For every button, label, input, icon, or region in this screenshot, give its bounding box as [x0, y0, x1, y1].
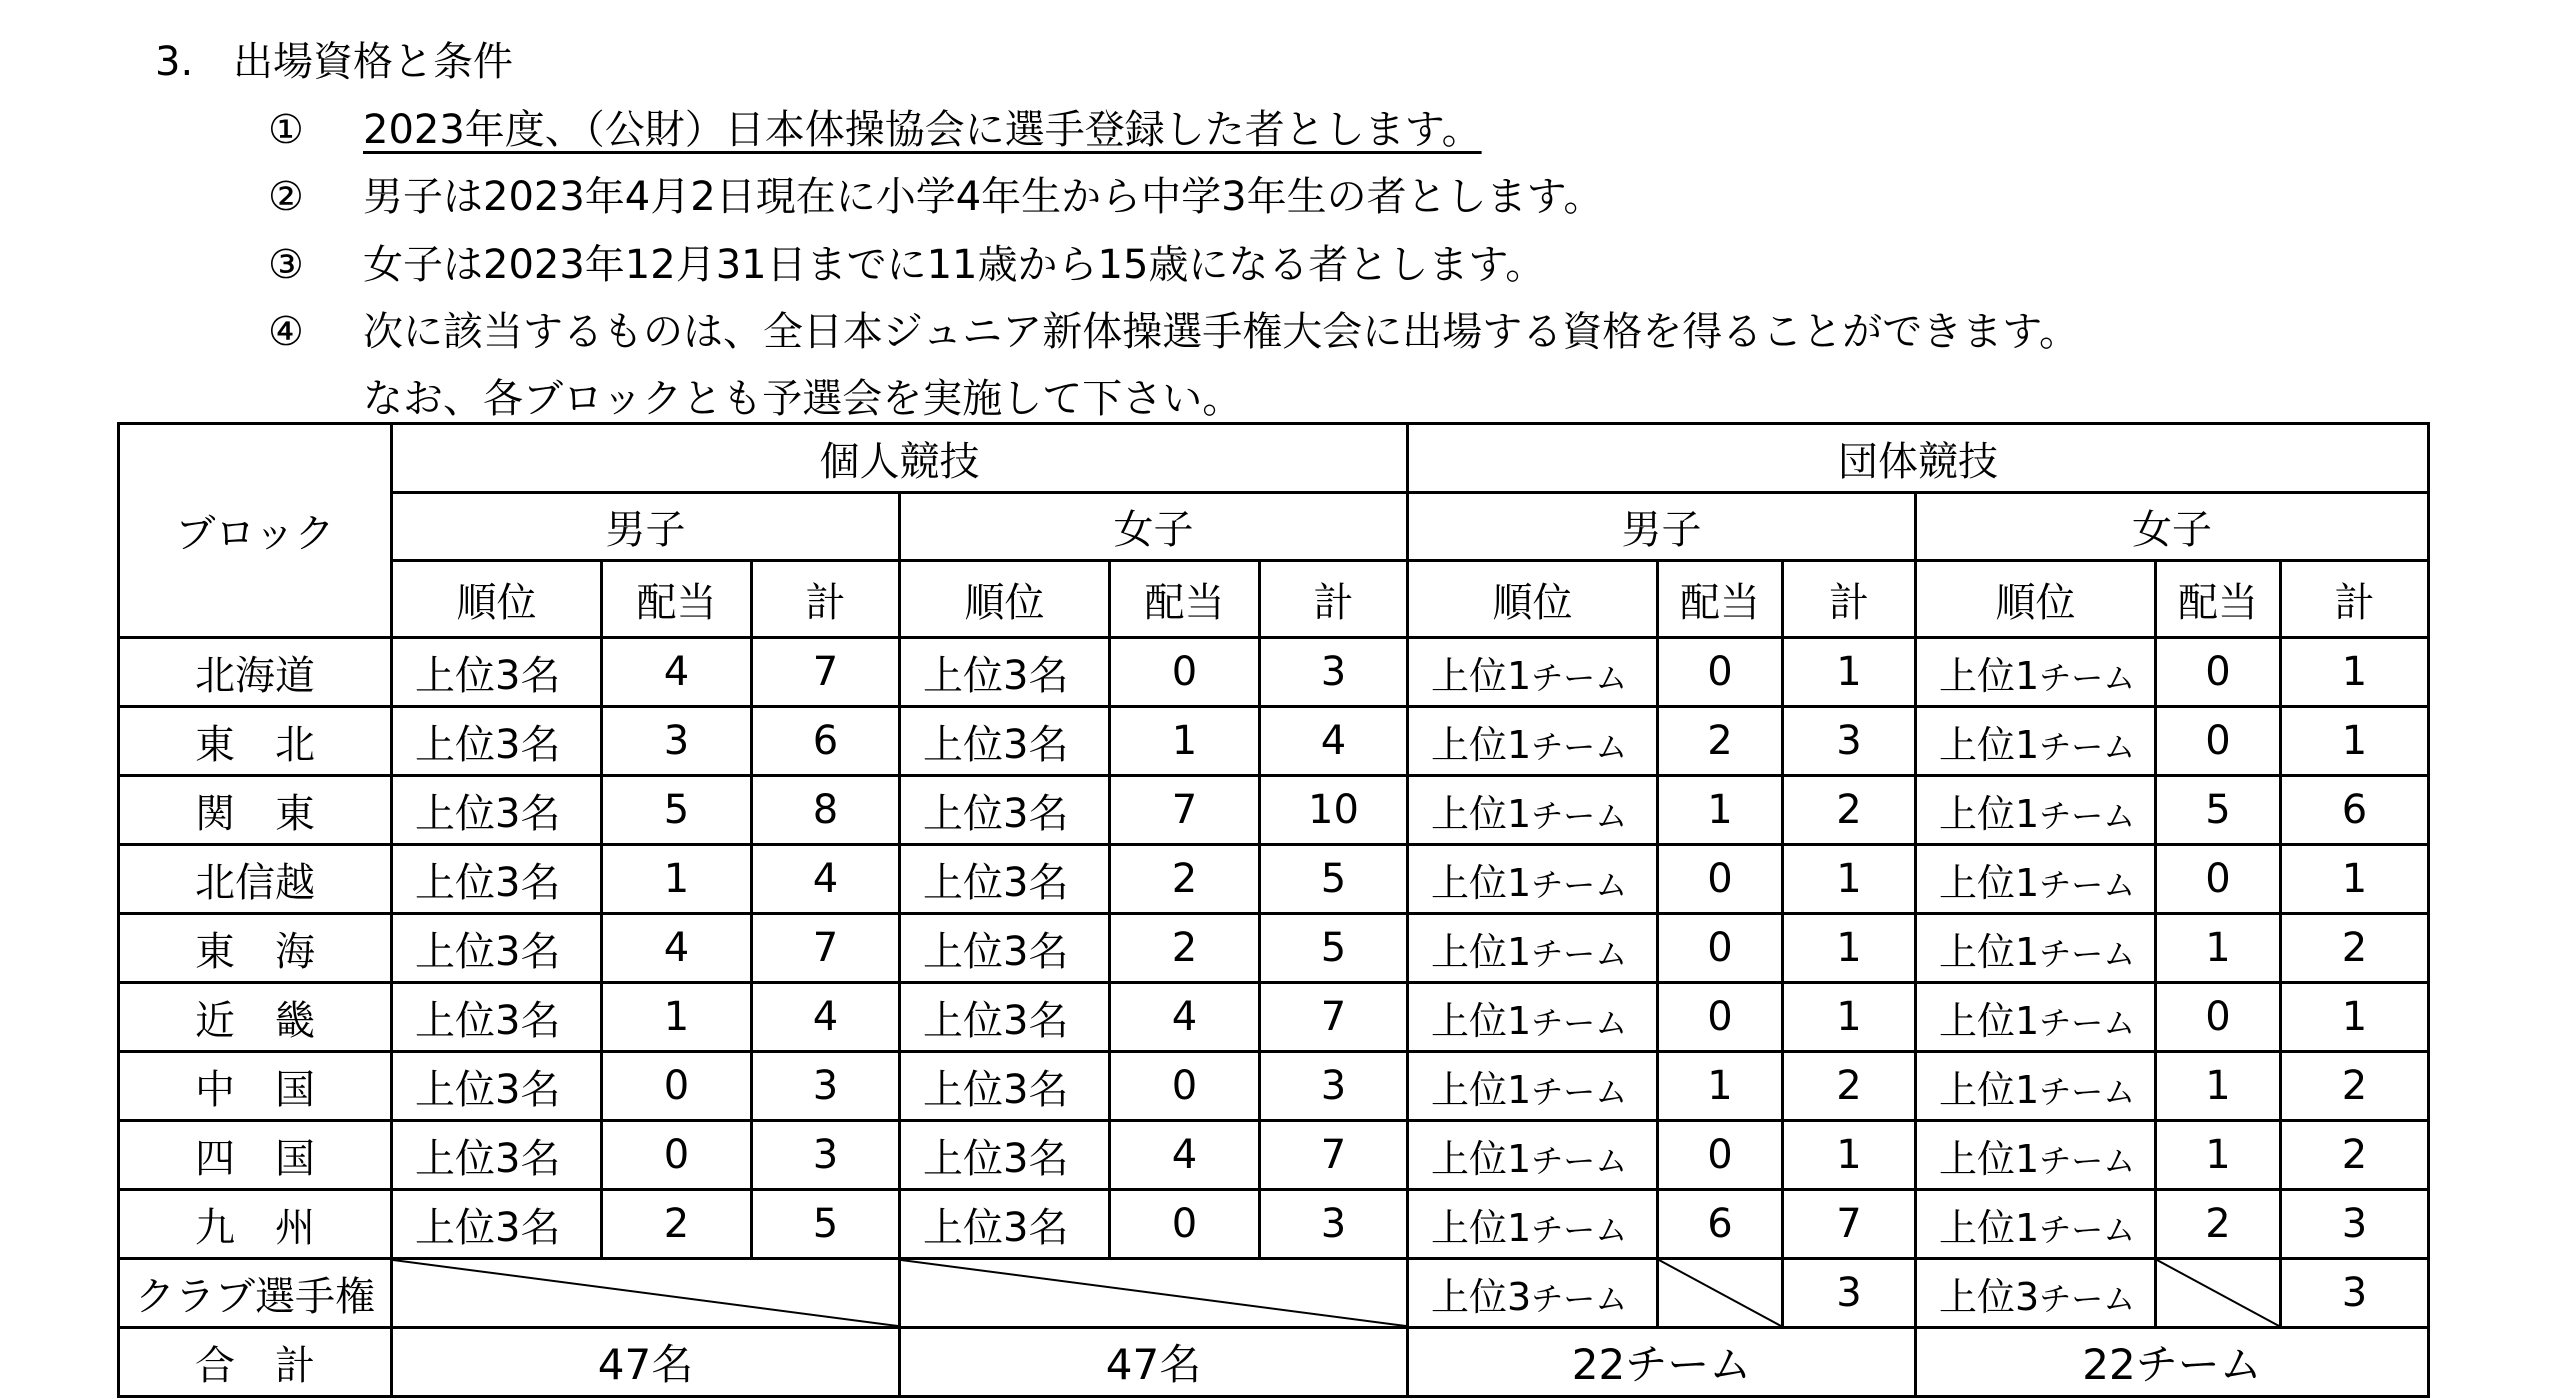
team-male-total: 1: [1783, 845, 1916, 914]
team-female-total: 1: [2281, 638, 2429, 707]
empty-slash-cell: [2156, 1259, 2281, 1328]
individual-female-rank: 上位3名: [900, 914, 1110, 983]
individual-male-rank: 上位3名: [392, 914, 602, 983]
team-male-allocation: 1: [1658, 1052, 1783, 1121]
team-male-rank: 上位1チーム: [1408, 1121, 1658, 1190]
individual-female-rank: 上位3名: [900, 1052, 1110, 1121]
diagonal-line: [393, 1260, 898, 1326]
team-male-total: 3: [1783, 707, 1916, 776]
individual-female-allocation: 0: [1110, 1052, 1260, 1121]
team-male-total: 1: [1783, 1121, 1916, 1190]
individual-male-header: 男子: [392, 493, 900, 561]
individual-male-rank: 上位3名: [392, 983, 602, 1052]
individual-male-total: 6: [752, 707, 900, 776]
individual-male-total: 5: [752, 1190, 900, 1259]
diagonal-line: [901, 1260, 1406, 1326]
team-female-total: 2: [2281, 1052, 2429, 1121]
team-female-rank: 上位1チーム: [1916, 1190, 2156, 1259]
team-female-rank: 上位1チーム: [1916, 983, 2156, 1052]
empty-slash-cell: [1658, 1259, 1783, 1328]
table-row: [119, 983, 2429, 1052]
club-team-male-total: 3: [1783, 1259, 1916, 1328]
team-male-rank: 上位1チーム: [1408, 983, 1658, 1052]
individual-female-allocation: 0: [1110, 1190, 1260, 1259]
list-item: [268, 233, 1545, 290]
table-row: [119, 845, 2429, 914]
diagonal-line: [1659, 1260, 1781, 1326]
individual-male-allocation: 1: [602, 845, 752, 914]
sum-row: [119, 1328, 2429, 1397]
team-female-allocation: 1: [2156, 914, 2281, 983]
sum-individual-female: 47名: [900, 1328, 1408, 1397]
section-number: 3.: [155, 39, 194, 85]
team-male-allocation: 0: [1658, 845, 1783, 914]
club-label: クラブ選手権: [119, 1259, 392, 1328]
allocation-header: 配当: [1110, 561, 1260, 638]
team-female-total: 6: [2281, 776, 2429, 845]
team-female-total: 1: [2281, 845, 2429, 914]
team-female-allocation: 2: [2156, 1190, 2281, 1259]
block-header: ブロック: [119, 424, 392, 638]
total-header: 計: [2281, 561, 2429, 638]
item-text: 女子は2023年12月31日までに11歳から15歳になる者とします。: [363, 242, 1546, 288]
sum-team-male: 22チーム: [1408, 1328, 1916, 1397]
team-female-rank: 上位1チーム: [1916, 914, 2156, 983]
individual-male-total: 3: [752, 1052, 900, 1121]
block-name: 四 国: [119, 1121, 392, 1190]
item-mark: ①: [268, 107, 304, 153]
block-name: 関 東: [119, 776, 392, 845]
individual-male-rank: 上位3名: [392, 1121, 602, 1190]
team-female-total: 2: [2281, 1121, 2429, 1190]
team-male-total: 1: [1783, 983, 1916, 1052]
individual-female-allocation: 4: [1110, 1121, 1260, 1190]
team-female-rank: 上位1チーム: [1916, 1052, 2156, 1121]
team-male-total: 7: [1783, 1190, 1916, 1259]
individual-female-total: 3: [1260, 1052, 1408, 1121]
individual-female-rank: 上位3名: [900, 1121, 1110, 1190]
individual-female-allocation: 0: [1110, 638, 1260, 707]
item-mark: ④: [268, 309, 304, 355]
empty-slash-cell: [392, 1259, 900, 1328]
block-name: 東 海: [119, 914, 392, 983]
individual-male-allocation: 5: [602, 776, 752, 845]
individual-header: 個人競技: [392, 424, 1408, 493]
team-male-rank: 上位1チーム: [1408, 707, 1658, 776]
block-name: 東 北: [119, 707, 392, 776]
sum-label: 合 計: [119, 1328, 392, 1397]
individual-male-allocation: 1: [602, 983, 752, 1052]
individual-male-rank: 上位3名: [392, 638, 602, 707]
rank-header: 順位: [1916, 561, 2156, 638]
team-female-total: 3: [2281, 1190, 2429, 1259]
club-team-male-rank: 上位3チーム: [1408, 1259, 1658, 1328]
team-male-allocation: 0: [1658, 983, 1783, 1052]
individual-male-rank: 上位3名: [392, 1052, 602, 1121]
team-female-allocation: 0: [2156, 983, 2281, 1052]
table-row: [119, 638, 2429, 707]
individual-female-rank: 上位3名: [900, 776, 1110, 845]
table-row: [119, 1052, 2429, 1121]
team-male-allocation: 2: [1658, 707, 1783, 776]
individual-female-rank: 上位3名: [900, 983, 1110, 1052]
individual-female-total: 3: [1260, 638, 1408, 707]
team-male-header: 男子: [1408, 493, 1916, 561]
diagonal-line: [2157, 1260, 2279, 1326]
individual-male-allocation: 0: [602, 1052, 752, 1121]
individual-female-rank: 上位3名: [900, 707, 1110, 776]
item-mark: ③: [268, 242, 304, 288]
block-name: 中 国: [119, 1052, 392, 1121]
individual-male-rank: 上位3名: [392, 776, 602, 845]
total-header: 計: [1260, 561, 1408, 638]
team-male-rank: 上位1チーム: [1408, 845, 1658, 914]
allocation-header: 配当: [2156, 561, 2281, 638]
club-team-female-total: 3: [2281, 1259, 2429, 1328]
table-row: [119, 707, 2429, 776]
individual-female-allocation: 1: [1110, 707, 1260, 776]
team-header: 団体競技: [1408, 424, 2429, 493]
block-name: 北信越: [119, 845, 392, 914]
allocation-header: 配当: [1658, 561, 1783, 638]
club-team-female-rank: 上位3チーム: [1916, 1259, 2156, 1328]
team-male-rank: 上位1チーム: [1408, 1052, 1658, 1121]
individual-female-total: 5: [1260, 914, 1408, 983]
team-female-allocation: 5: [2156, 776, 2281, 845]
total-header: 計: [752, 561, 900, 638]
sum-individual-male: 47名: [392, 1328, 900, 1397]
team-female-allocation: 0: [2156, 707, 2281, 776]
list-item: [268, 98, 1482, 155]
total-header: 計: [1783, 561, 1916, 638]
team-male-allocation: 6: [1658, 1190, 1783, 1259]
club-row: [119, 1259, 2429, 1328]
individual-female-total: 7: [1260, 983, 1408, 1052]
individual-male-total: 3: [752, 1121, 900, 1190]
team-female-header: 女子: [1916, 493, 2429, 561]
rank-header: 順位: [1408, 561, 1658, 638]
qualification-table: [117, 422, 2430, 1398]
item-text: 次に該当するものは、全日本ジュニア新体操選手権大会に出場する資格を得ることができます。: [363, 309, 2079, 355]
team-male-allocation: 1: [1658, 776, 1783, 845]
individual-male-allocation: 2: [602, 1190, 752, 1259]
block-name: 近 畿: [119, 983, 392, 1052]
individual-male-allocation: 4: [602, 914, 752, 983]
team-female-allocation: 0: [2156, 845, 2281, 914]
individual-female-header: 女子: [900, 493, 1408, 561]
individual-female-total: 10: [1260, 776, 1408, 845]
individual-male-rank: 上位3名: [392, 1190, 602, 1259]
list-item: [268, 300, 2079, 357]
individual-female-rank: 上位3名: [900, 1190, 1110, 1259]
individual-female-total: 7: [1260, 1121, 1408, 1190]
individual-male-rank: 上位3名: [392, 845, 602, 914]
sum-team-female: 22チーム: [1916, 1328, 2429, 1397]
team-female-allocation: 1: [2156, 1052, 2281, 1121]
individual-female-total: 5: [1260, 845, 1408, 914]
individual-male-total: 7: [752, 914, 900, 983]
team-male-rank: 上位1チーム: [1408, 914, 1658, 983]
individual-female-rank: 上位3名: [900, 638, 1110, 707]
individual-male-total: 8: [752, 776, 900, 845]
individual-male-total: 7: [752, 638, 900, 707]
rank-header: 順位: [900, 561, 1110, 638]
team-male-rank: 上位1チーム: [1408, 638, 1658, 707]
individual-female-total: 3: [1260, 1190, 1408, 1259]
table-row: [119, 776, 2429, 845]
individual-male-allocation: 4: [602, 638, 752, 707]
block-name: 北海道: [119, 638, 392, 707]
team-male-total: 2: [1783, 776, 1916, 845]
individual-female-allocation: 2: [1110, 845, 1260, 914]
block-name: 九 州: [119, 1190, 392, 1259]
team-female-rank: 上位1チーム: [1916, 845, 2156, 914]
item-text: 2023年度、（公財）日本体操協会に選手登録した者とします。: [363, 107, 1482, 153]
individual-female-allocation: 2: [1110, 914, 1260, 983]
list-item: [268, 165, 1603, 222]
individual-female-allocation: 7: [1110, 776, 1260, 845]
team-female-allocation: 0: [2156, 638, 2281, 707]
team-female-rank: 上位1チーム: [1916, 707, 2156, 776]
team-male-allocation: 0: [1658, 914, 1783, 983]
team-female-rank: 上位1チーム: [1916, 776, 2156, 845]
individual-male-allocation: 3: [602, 707, 752, 776]
note-text: なお、各ブロックとも予選会を実施して下さい。: [363, 376, 1243, 422]
item-text: 男子は2023年4月2日現在に小学4年生から中学3年生の者とします。: [363, 174, 1604, 220]
table-row: [119, 1190, 2429, 1259]
section-heading: [155, 30, 513, 87]
section-title: 出場資格と条件: [233, 39, 513, 85]
individual-female-rank: 上位3名: [900, 845, 1110, 914]
table-row: [119, 914, 2429, 983]
allocation-header: 配当: [602, 561, 752, 638]
team-female-rank: 上位1チーム: [1916, 638, 2156, 707]
team-female-total: 1: [2281, 983, 2429, 1052]
team-female-total: 1: [2281, 707, 2429, 776]
team-male-rank: 上位1チーム: [1408, 776, 1658, 845]
team-female-rank: 上位1チーム: [1916, 1121, 2156, 1190]
team-male-total: 2: [1783, 1052, 1916, 1121]
individual-male-rank: 上位3名: [392, 707, 602, 776]
team-male-rank: 上位1チーム: [1408, 1190, 1658, 1259]
empty-slash-cell: [900, 1259, 1408, 1328]
individual-male-total: 4: [752, 983, 900, 1052]
table-row: [119, 1121, 2429, 1190]
team-male-allocation: 0: [1658, 638, 1783, 707]
individual-female-total: 4: [1260, 707, 1408, 776]
team-male-total: 1: [1783, 638, 1916, 707]
team-male-allocation: 0: [1658, 1121, 1783, 1190]
rank-header: 順位: [392, 561, 602, 638]
individual-female-allocation: 4: [1110, 983, 1260, 1052]
item-mark: ②: [268, 174, 304, 220]
team-female-total: 2: [2281, 914, 2429, 983]
individual-male-allocation: 0: [602, 1121, 752, 1190]
individual-male-total: 4: [752, 845, 900, 914]
team-female-allocation: 1: [2156, 1121, 2281, 1190]
team-male-total: 1: [1783, 914, 1916, 983]
